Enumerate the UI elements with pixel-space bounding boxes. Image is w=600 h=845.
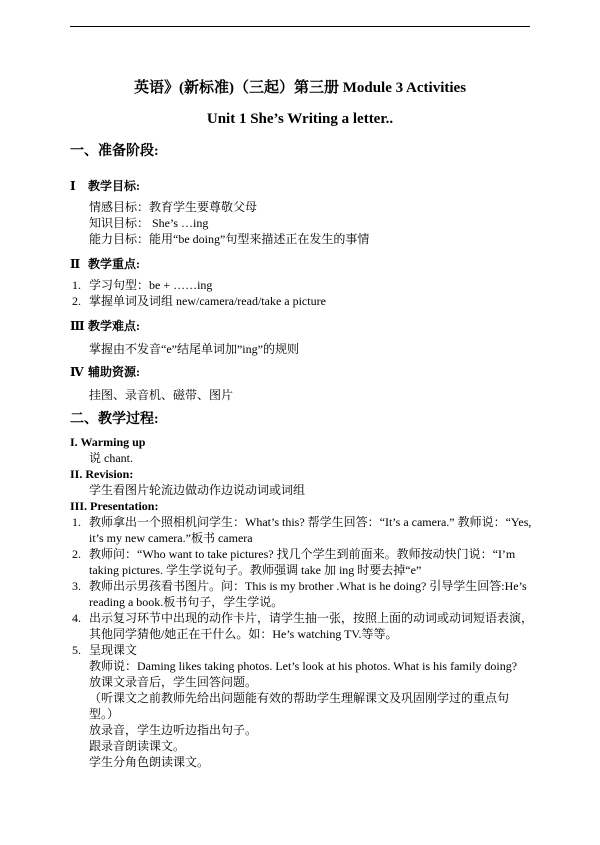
item-text: 教师出示男孩看书图片。问：This is my brother .What is he doing? 引导学生回答:He’s xyxy=(89,579,527,593)
presentation-line: 放录音，学生边听边指出句子。 xyxy=(89,723,258,737)
presentation-line: reading a book.板书句子，学生学说。 xyxy=(89,595,284,609)
presentation-line xyxy=(72,642,137,658)
resources-line: 挂图、录音机、磁带、图片 xyxy=(89,388,234,402)
presentation-line: 跟录音朗读课文。 xyxy=(89,739,186,753)
item-text: 呈现课文 xyxy=(89,643,138,657)
item-number: 2. xyxy=(72,294,81,308)
item-number: 2. xyxy=(72,547,81,561)
difficulty-line: 掌握由不发音“e”结尾单词加”ing”的规则 xyxy=(89,342,299,356)
presentation-line: 教师说：Daming likes taking photos. Let’s look at his photos. What is his family doing? xyxy=(89,659,518,673)
presentation-line: it’s my new camera.”板书 camera xyxy=(89,531,253,545)
difficulty-heading xyxy=(70,318,140,334)
difficulty-heading-text: 教学难点: xyxy=(88,319,140,333)
section-heading-preparation: 一、准备阶段: xyxy=(70,144,159,159)
resources-heading xyxy=(70,364,140,380)
roman-numeral: Ⅳ xyxy=(70,365,84,379)
document-title: 英语》(新标准)（三起）第三册 Module 3 Activities xyxy=(133,80,467,96)
item-text: 教师问：“Who want to take pictures? 找几个学生到前面来。教师按动快门说：“I’m xyxy=(89,547,516,561)
item-number: 1. xyxy=(72,278,81,292)
item-text: 掌握单词及词组 new/camera/read/take a picture xyxy=(89,294,326,308)
keypoint-item xyxy=(72,293,326,309)
unit-subtitle: Unit 1 She’s Writing a letter.. xyxy=(206,111,394,127)
revision-heading: II. Revision: xyxy=(70,467,134,481)
objective-line: 知识目标： She’s …ing xyxy=(89,216,209,230)
presentation-heading: III. Presentation: xyxy=(70,499,159,513)
keypoints-heading-text: 教学重点: xyxy=(88,257,140,271)
item-number: 1. xyxy=(72,515,81,529)
item-number: 3. xyxy=(72,579,81,593)
presentation-line: 放课文录音后，学生回答问题。 xyxy=(89,675,258,689)
presentation-line: 型。） xyxy=(89,707,120,721)
keypoint-item xyxy=(72,277,212,293)
warming-line: 说 chant. xyxy=(89,451,133,465)
objective-line: 能力目标：能用“be doing”句型来描述正在发生的事情 xyxy=(89,232,370,246)
section-heading-process: 二、教学过程: xyxy=(70,412,159,427)
presentation-line xyxy=(72,514,531,530)
roman-numeral: Ⅱ xyxy=(70,257,81,271)
presentation-line: （听课文之前教师先给出问题能有效的帮助学生理解课文及巩固刚学过的重点句 xyxy=(89,691,510,705)
presentation-line xyxy=(72,610,533,626)
presentation-line xyxy=(72,578,527,594)
warming-heading: I. Warming up xyxy=(70,435,146,449)
item-text: 学习句型：be + ……ing xyxy=(89,278,213,292)
item-text: 出示复习环节中出现的动作卡片，请学生抽一张，按照上面的动词或动词短语表演， xyxy=(89,611,534,625)
roman-numeral: Ⅲ xyxy=(70,319,85,333)
item-number: 4. xyxy=(72,611,81,625)
resources-heading-text: 辅助资源: xyxy=(88,365,140,379)
presentation-line: 学生分角色朗读课文。 xyxy=(89,755,210,769)
keypoints-heading xyxy=(70,256,140,272)
revision-line: 学生看图片轮流边做动作边说动词或词组 xyxy=(89,483,306,497)
item-text: 教师拿出一个照相机问学生：What’s this? 帮学生回答：“It’s a camera.” 教师说：“Yes, xyxy=(89,515,532,529)
presentation-line: taking pictures. 学生学说句子。教师强调 take 加 ing 时要去掉“e” xyxy=(89,563,422,577)
presentation-line: 其他同学猜他/她正在干什么。如：He’s watching TV.等等。 xyxy=(89,627,398,641)
item-number: 5. xyxy=(72,643,81,657)
header-rule xyxy=(70,26,530,27)
roman-numeral: Ⅰ xyxy=(70,179,76,193)
objective-line: 情感目标：教育学生要尊敬父母 xyxy=(89,200,258,214)
objectives-heading-text: 教学目标: xyxy=(88,179,140,193)
objectives-heading xyxy=(70,178,140,194)
presentation-line xyxy=(72,546,515,562)
